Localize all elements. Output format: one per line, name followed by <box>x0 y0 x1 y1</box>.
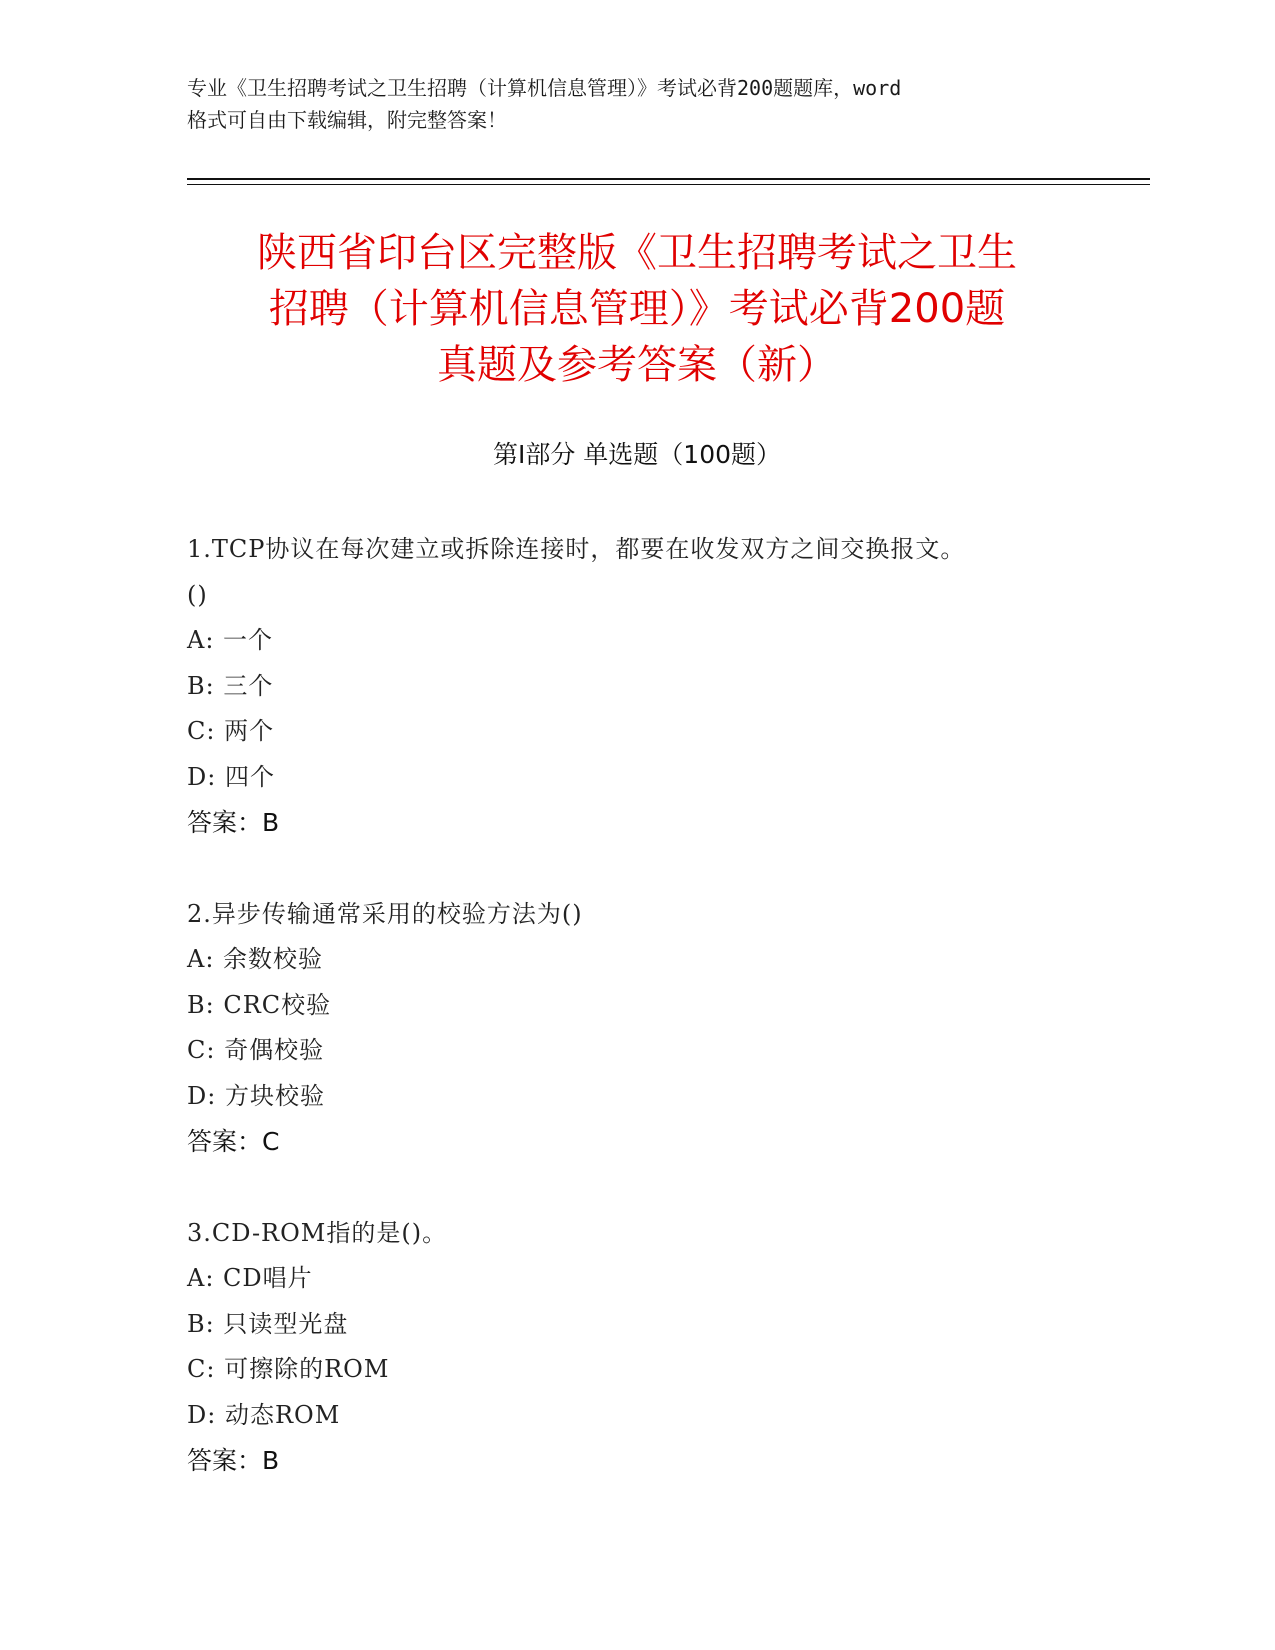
question-3 <box>187 1211 1107 1484</box>
answer: 答案：B <box>187 808 280 837</box>
option-a: A: CD唱片 <box>187 1264 313 1292</box>
header-note-line-2: 格式可自由下载编辑，附完整答案！ <box>187 108 507 132</box>
option-a: A: 余数校验 <box>187 945 324 973</box>
question-stem: 3.CD-ROM指的是()。 <box>187 1218 448 1247</box>
header-note-line-1: 专业《卫生招聘考试之卫生招聘（计算机信息管理）》考试必背200题题库，word <box>187 76 902 100</box>
header-divider-thick <box>187 178 1150 180</box>
option-a: A: 一个 <box>187 626 274 654</box>
option-d: D: 四个 <box>187 762 275 791</box>
answer: 答案：C <box>187 1127 280 1156</box>
question-2 <box>187 892 1107 1165</box>
option-b: B: 只读型光盘 <box>187 1309 349 1338</box>
header-note <box>187 72 1107 136</box>
question-list <box>187 527 1107 1530</box>
option-d: D: 动态ROM <box>187 1400 341 1429</box>
document-title-line-1: 陕西省印台区完整版《卫生招聘考试之卫生 <box>257 230 1017 276</box>
option-c: C: 奇偶校验 <box>187 1036 325 1064</box>
question-stem-continued: () <box>187 580 208 609</box>
section-heading: 第Ⅰ部分 单选题（100题） <box>492 440 782 469</box>
option-c: C: 可擦除的ROM <box>187 1355 390 1383</box>
option-b: B: 三个 <box>187 671 274 700</box>
document-title-line-2: 招聘（计算机信息管理）》考试必背200题 <box>268 286 1006 332</box>
question-1 <box>187 527 1107 846</box>
option-c: C: 两个 <box>187 717 275 745</box>
header-divider-thin <box>187 184 1150 185</box>
option-d: D: 方块校验 <box>187 1081 325 1110</box>
question-stem: 1.TCP协议在每次建立或拆除连接时，都要在收发双方之间交换报文。 <box>187 535 966 563</box>
document-title <box>187 225 1087 393</box>
question-stem: 2.异步传输通常采用的校验方法为() <box>187 899 583 928</box>
answer: 答案：B <box>187 1446 280 1475</box>
option-b: B: CRC校验 <box>187 990 332 1019</box>
document-title-line-3: 真题及参考答案（新） <box>437 342 837 388</box>
